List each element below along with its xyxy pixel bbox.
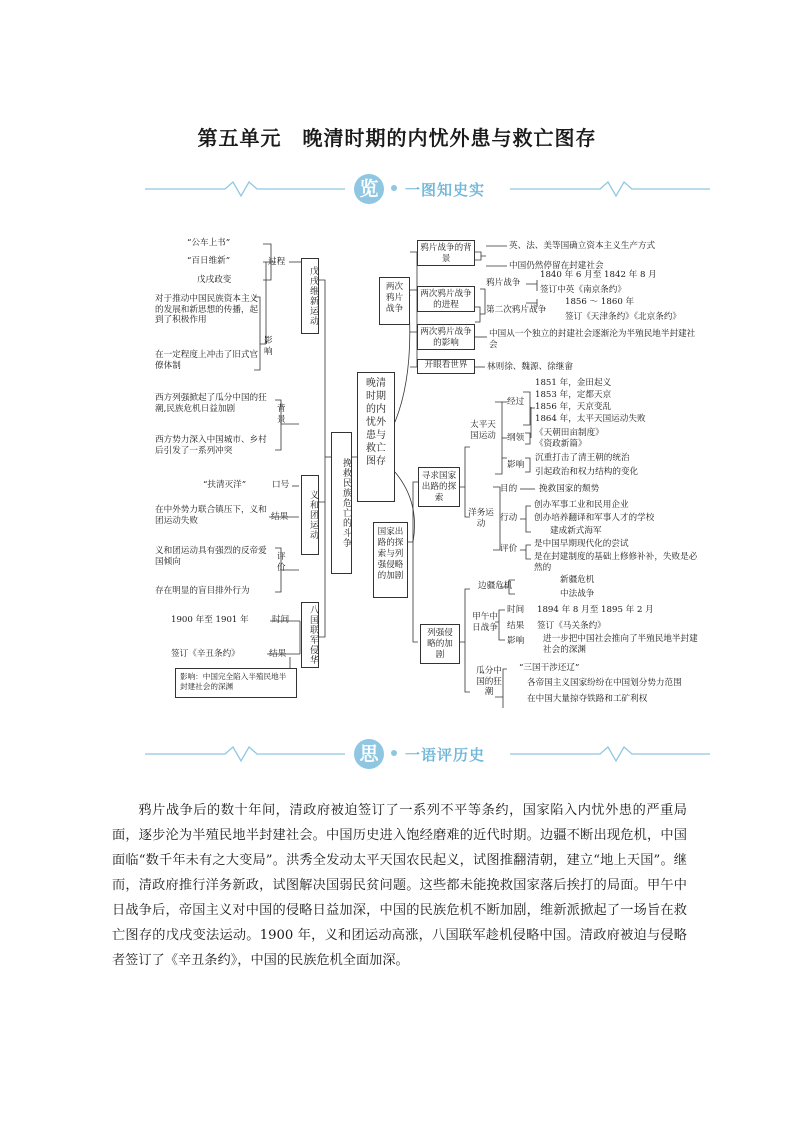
time-label: 时间	[507, 605, 525, 615]
action-item: 建成新式海军	[550, 526, 602, 536]
border-label: 边疆危机	[478, 581, 513, 591]
time-label: 时间	[272, 615, 290, 625]
program-label: 纲领	[507, 433, 525, 443]
action-item: 创办培养翻译和军事人才的学校	[534, 513, 655, 523]
section-banner-overview	[145, 174, 710, 204]
yihetuan-title-box: 义和团运动	[301, 475, 319, 555]
influence-item: 引起政治和权力结构的变化	[535, 467, 639, 477]
partition-item: 在中国大量掠夺铁路和工矿利权	[527, 694, 648, 704]
border-item: 新疆危机	[560, 575, 595, 585]
taiping-label: 太平天国运动	[470, 420, 496, 441]
banner-dot	[391, 750, 397, 756]
partition-item: 各帝国主义国家纷纷在中国划分势力范围	[527, 678, 682, 688]
influence-text: 进一步把中国社会推向了半殖民地半封建社会的深渊	[543, 634, 698, 655]
process-item: “百日维新”	[187, 256, 231, 266]
center-topic-box: 晚清时期的内忧外患与救亡图存	[357, 372, 395, 502]
baguo-title-box: 八国联军侵华	[301, 602, 319, 668]
yangwu-label: 洋务运动	[468, 508, 494, 529]
struggle-hub-box: 国家出路的探索与列强侵略的加剧	[373, 522, 408, 598]
opium-impact-box: 两次鸦片战争的影响	[417, 324, 475, 350]
mind-map	[145, 232, 710, 708]
influence-label: 影响	[507, 460, 525, 470]
banner-char-badge: 览	[354, 174, 384, 204]
eval-label: 评价	[500, 544, 518, 554]
result-text: 签订《辛丑条约》	[171, 649, 240, 659]
influence-item: 对于推动中国民族资本主义的发展和新思想的传播，起到了积极作用	[155, 294, 259, 325]
slogan-text: “扶清灭洋”	[203, 480, 247, 490]
world-text: 林则徐、魏源、徐继畲	[487, 362, 573, 372]
first-war-item: 1840 年 6 月至 1842 年 8 月	[540, 270, 657, 280]
opium-process-box: 两次鸦片战争的进程	[417, 286, 475, 312]
partition-label: 瓜分中国的狂潮	[476, 666, 502, 697]
goal-text: 挽救国家的颓势	[539, 484, 600, 494]
explore-box: 寻求国家出路的探索	[418, 467, 460, 507]
result-text: 在中外势力联合镇压下，义和团运动失败	[155, 505, 267, 526]
process-item: 1851 年，金田起义	[535, 378, 612, 388]
process-label: 经过	[507, 397, 525, 407]
goal-label: 目的	[500, 484, 518, 494]
result-label: 结果	[507, 621, 525, 631]
time-text: 1900 年至 1901 年	[171, 615, 249, 625]
banner-text: 一图知史实	[405, 181, 486, 199]
section-banner-reflection	[145, 739, 710, 769]
action-item: 创办军事工业和民用企业	[534, 500, 629, 510]
impact-box: 影响：中国完全陷入半殖民地半封建社会的深渊	[175, 668, 297, 698]
process-item: 1853 年，定都天京	[535, 390, 612, 400]
banner-text: 一语评历史	[405, 746, 486, 764]
influence-item: 沉重打击了清王朝的统治	[535, 453, 630, 463]
banner-dot	[391, 185, 397, 191]
process-item: “公车上书”	[187, 238, 231, 248]
first-war-item: 签订中英《南京条约》	[540, 285, 626, 295]
program-item: 《天朝田亩制度》	[535, 428, 604, 438]
second-war-item: 签订《天津条约》《北京条约》	[565, 312, 682, 322]
second-war-label: 第二次鸦片战争	[486, 305, 547, 315]
jiawu-label: 甲午中日战争	[472, 612, 498, 633]
process-item: 1864 年，太平天国运动失败	[535, 414, 646, 424]
action-label: 行动	[500, 513, 518, 523]
banner-char-badge: 思	[354, 739, 384, 769]
summary-paragraph: 鸦片战争后的数十年间，清政府被迫签订了一系列不平等条约，国家陷入内忧外患的严重局面，逐步沦为半殖民地半封建社会。中国历史进入饱经磨难的近代时期。边疆不断出现危机，中国面临“数千年未有之大变局”。洪秀全发动太平天国农民起义，试图推翻清朝，建立“地上天国”。继而，清政府推行洋务新政，试图解决国弱民贫问题。这些都未能挽救国家落后挨打的局面。甲午中日战争后，帝国主义对中国的侵略日益加深，中国的民族危机不断加剧，维新派掀起了一场旨在救亡图存的戊戌变法运动。1900 年，义和团运动高涨，八国联军趁机侵略中国。清政府被迫与侵略者签订了《辛丑条约》，中国的民族危机全面加深。	[112, 803, 687, 968]
process-item: 1856 年，天京变乱	[535, 402, 612, 412]
influence-label: 影响	[507, 636, 525, 646]
process-label: 过程	[268, 257, 286, 267]
background-item: 英、法、美等国确立资本主义生产方式	[509, 241, 656, 251]
background-item: 西方列强掀起了瓜分中国的狂潮,民族危机日益加剧	[155, 393, 267, 414]
opium-background-box: 鸦片战争的背景	[417, 240, 475, 266]
time-text: 1894 年 8 月至 1895 年 2 月	[537, 605, 654, 615]
process-item: 戊戌政变	[197, 275, 232, 285]
result-text: 签订《马关条约》	[537, 621, 606, 631]
evaluation-item: 存在明显的盲目排外行为	[155, 586, 250, 596]
background-item: 西方势力深入中国城市、乡村后引发了一系列冲突	[155, 435, 267, 456]
invasion-box: 列强侵略的加剧	[420, 624, 460, 664]
evaluation-label: 评价	[277, 552, 286, 573]
slogan-label: 口号	[272, 480, 290, 490]
background-item: 中国仍然停留在封建社会	[509, 261, 604, 271]
background-label: 背景	[277, 404, 286, 425]
impact-text: 中国从一个独立的封建社会逐渐沦为半殖民地半封建社会	[489, 329, 696, 350]
opium-world-box: 开眼看世界	[417, 359, 475, 374]
influence-item: 在一定程度上冲击了旧式官僚体制	[155, 350, 259, 371]
opium-hub-box: 两次鸦片战争	[379, 277, 410, 325]
evaluation-item: 义和团运动具有强烈的反帝爱国倾向	[155, 546, 267, 567]
left-hub-box: 挽救民族危亡的斗争	[331, 432, 352, 574]
border-item: 中法战争	[560, 589, 595, 599]
wuxu-title-box: 戊戌维新运动	[301, 258, 319, 334]
program-item: 《资政新篇》	[535, 439, 587, 449]
result-label: 结果	[269, 649, 287, 659]
result-label: 结果	[271, 512, 289, 522]
eval-item: 是在封建制度的基础上修修补补，失败是必然的	[534, 552, 698, 573]
page-title: 第五单元 晚清时期的内忧外患与救亡图存	[197, 126, 597, 150]
partition-item: “三国干涉还辽”	[519, 663, 580, 673]
first-war-label: 鸦片战争	[486, 278, 521, 288]
eval-item: 是中国早期现代化的尝试	[534, 539, 629, 549]
second-war-item: 1856 ～ 1860 年	[565, 297, 635, 307]
influence-label: 影响	[264, 336, 273, 357]
